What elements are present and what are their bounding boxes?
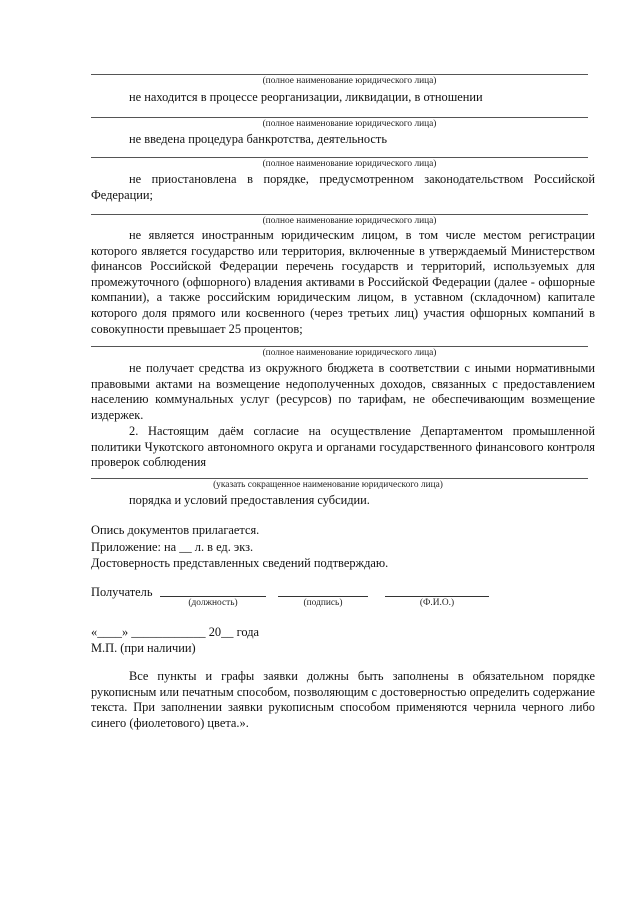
caption-short-name: (указать сокращенное наименование юридического лица) xyxy=(213,480,443,490)
paragraph-note: Все пункты и графы заявки должны быть заполнены в обязательном порядке рукописным или печатным способом, позволяющим с достоверностью определить содержание текста. При заполнении заявки рукописным способом применяются чернила черного либо синего (фиолетового) цвета.». xyxy=(91,669,595,730)
line-reorganization: не находится в процессе реорганизации, ликвидации, в отношении xyxy=(129,90,483,104)
position-line xyxy=(160,596,266,597)
fill-line xyxy=(91,74,588,75)
confirmation-line: Достоверность представленных сведений подтверждаю. xyxy=(91,556,389,570)
caption-full-name: (полное наименование юридического лица) xyxy=(262,216,437,226)
fill-line xyxy=(91,478,588,479)
fill-line xyxy=(91,157,588,158)
fill-line xyxy=(91,346,588,347)
inventory-line: Опись документов прилагается. xyxy=(91,523,260,537)
caption-fio: (Ф.И.О.) xyxy=(419,598,455,608)
caption-full-name: (полное наименование юридического лица) xyxy=(262,119,437,129)
appendix-line: Приложение: на __ л. в ед. экз. xyxy=(91,540,254,554)
caption-position: (должность) xyxy=(188,598,238,608)
fill-line xyxy=(91,214,588,215)
fio-line xyxy=(385,596,489,597)
paragraph-foreign-entity: не является иностранным юридическим лицом, в том числе местом регистрации которого является государство или территория, включенные в утверждаемый Министерством финансов Российской Федерации перечень государств и территорий, используемых для промежуточного (офшорного) владения активами в Российской Федерации (далее - офшорные компании), а также российским юридическим лицом, в уставном (складочном) капитале которого доля прямого или косвенного (через третьих лиц) участия офшорных компаний в совокупности превышает 25 процентов; xyxy=(91,228,595,336)
stamp-line: М.П. (при наличии) xyxy=(91,641,196,655)
caption-full-name: (полное наименование юридического лица) xyxy=(262,76,437,86)
recipient-label: Получатель xyxy=(91,585,153,599)
paragraph-suspended: не приостановлена в порядке, предусмотренном законодательством Российской Федерации; xyxy=(91,172,595,202)
caption-signature: (подпись) xyxy=(303,598,343,608)
caption-full-name: (полное наименование юридического лица) xyxy=(262,348,437,358)
signature-line xyxy=(278,596,368,597)
date-line: «____» ____________ 20__ года xyxy=(91,625,260,639)
line-bankruptcy: не введена процедура банкротства, деятельность xyxy=(129,132,388,146)
line-order-conditions: порядка и условий предоставления субсидии. xyxy=(129,493,370,507)
fill-line xyxy=(91,117,588,118)
caption-full-name: (полное наименование юридического лица) xyxy=(262,159,437,169)
paragraph-consent: 2. Настоящим даём согласие на осуществление Департаментом промышленной политики Чукотского автономного округа и органами государственного финансового контроля проверок соблюдения xyxy=(91,424,595,470)
paragraph-budget: не получает средства из окружного бюджета в соответствии с иными нормативными правовыми актами на возмещение недополученных доходов, связанных с предоставлением населению коммунальных услуг (ресурсов) по тарифам, не обеспечивающим возмещение издержек. xyxy=(91,361,595,422)
